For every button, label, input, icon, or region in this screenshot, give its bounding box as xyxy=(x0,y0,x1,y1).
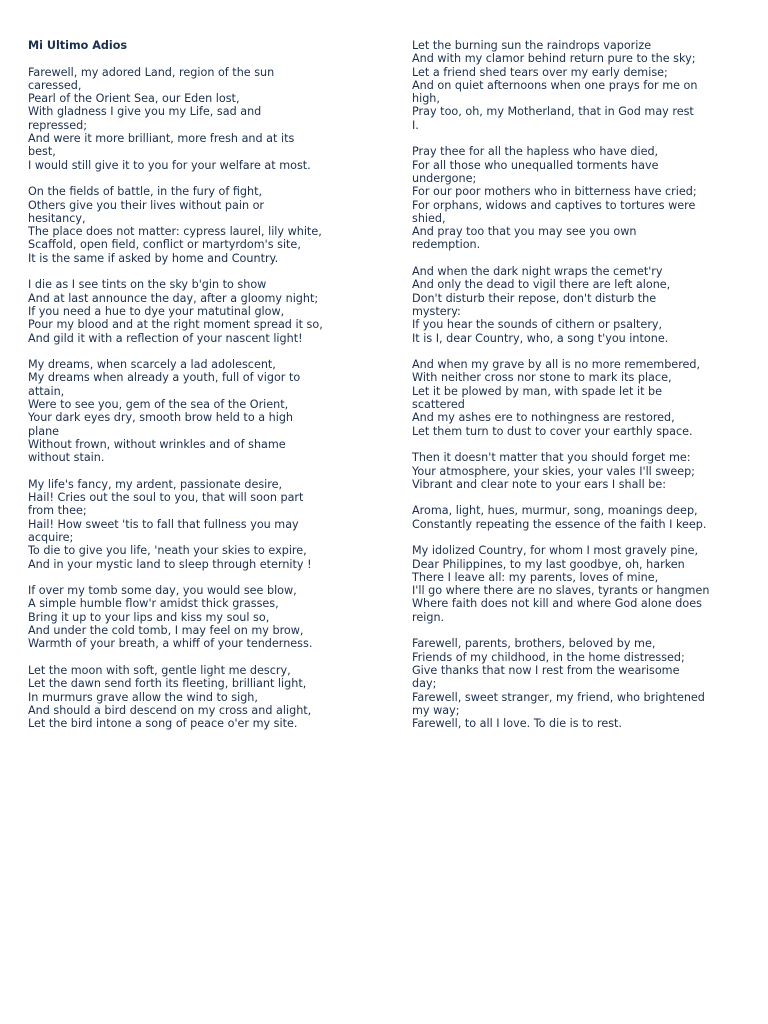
poem-line: To die to give you life, 'neath your skies to expire, xyxy=(28,544,307,558)
stanza xyxy=(28,66,380,172)
poem-title: Mi Ultimo Adios xyxy=(28,39,128,52)
right-column xyxy=(412,39,762,744)
poem-line: And gild it with a reflection of your nascent light! xyxy=(28,331,303,345)
left-stanza-list xyxy=(28,66,380,731)
poem-line: Without frown, without wrinkles and of shame xyxy=(28,437,286,451)
poem-line: And should a bird descend on my cross and alight, xyxy=(28,703,312,717)
poem-line: Pour my blood and at the right moment spread it so, xyxy=(28,318,323,332)
poem-line: In murmurs grave allow the wind to sigh, xyxy=(28,690,258,704)
poem-line: hesitancy, xyxy=(28,211,86,225)
poem-line: Were to see you, gem of the sea of the Orient, xyxy=(28,398,289,412)
poem-line: Don't disturb their repose, don't disturb the xyxy=(412,291,657,305)
poem-line: Warmth of your breath, a whiff of your tenderness. xyxy=(28,637,313,651)
stanza xyxy=(28,584,380,650)
poem-line: With gladness I give you my Life, sad and xyxy=(28,105,262,119)
poem-line: Give thanks that now I rest from the wearisome xyxy=(412,663,680,677)
poem-line: My dreams when already a youth, full of vigor to xyxy=(28,371,301,385)
poem-line: attain, xyxy=(28,384,65,398)
poem-line: It is I, dear Country, who, a song t'you intone. xyxy=(412,331,669,345)
stanza xyxy=(28,478,380,571)
stanza xyxy=(412,504,762,531)
poem-line: Pray too, oh, my Motherland, that in God may rest xyxy=(412,105,694,119)
stanza xyxy=(412,39,762,132)
stanza xyxy=(28,185,380,265)
poem-line: Farewell, parents, brothers, beloved by me, xyxy=(412,637,656,651)
poem-line: The place does not matter: cypress laurel, lily white, xyxy=(28,225,322,239)
stanza xyxy=(412,358,762,438)
poem-line: My idolized Country, for whom I most gravely pine, xyxy=(412,544,699,558)
poem-line: Pray thee for all the hapless who have died, xyxy=(412,145,659,159)
poem-line: Others give you their lives without pain or xyxy=(28,198,265,212)
poem-line: Let the moon with soft, gentle light me descry, xyxy=(28,663,291,677)
poem-line: On the fields of battle, in the fury of fight, xyxy=(28,185,263,199)
poem-line: plane xyxy=(28,424,60,438)
poem-line: A simple humble flow'r amidst thick grasses, xyxy=(28,597,279,611)
poem-line: And were it more brilliant, more fresh and at its xyxy=(28,132,295,146)
poem-line: Let the burning sun the raindrops vaporize xyxy=(412,39,652,52)
stanza xyxy=(412,544,762,624)
stanza xyxy=(28,278,380,344)
poem-line: I'll go where there are no slaves, tyrants or hangmen xyxy=(412,584,710,598)
right-stanza-list xyxy=(412,39,762,730)
poem-line: And my ashes ere to nothingness are restored, xyxy=(412,411,675,425)
poem-line: Constantly repeating the essence of the faith I keep. xyxy=(412,517,707,531)
poem-line: Friends of my childhood, in the home distressed; xyxy=(412,650,685,664)
poem-line: Farewell, sweet stranger, my friend, who brightened xyxy=(412,690,705,704)
stanza xyxy=(28,358,380,464)
poem-line: And on quiet afternoons when one prays for me on xyxy=(412,78,698,92)
poem-line: Your dark eyes dry, smooth brow held to a high xyxy=(28,411,294,425)
poem-line: And when the dark night wraps the cemet'ry xyxy=(412,265,663,279)
poem-line: I die as I see tints on the sky b'gin to show xyxy=(28,278,267,292)
poem-line: Let them turn to dust to cover your earthly space. xyxy=(412,424,693,438)
poem-line: reign. xyxy=(412,610,445,624)
stanza xyxy=(28,664,380,730)
poem-line: shied, xyxy=(412,211,446,225)
poem-line: It is the same if asked by home and Country. xyxy=(28,251,279,265)
poem-line: My dreams, when scarcely a lad adolescent, xyxy=(28,358,276,372)
poem-line: redemption. xyxy=(412,238,481,252)
poem-line: For our poor mothers who in bitterness have cried; xyxy=(412,185,697,199)
poem-line: And pray too that you may see you own xyxy=(412,225,637,239)
poem-line: And only the dead to vigil there are left alone, xyxy=(412,278,671,292)
poem-line: without stain. xyxy=(28,451,105,465)
poem-line: And at last announce the day, after a gloomy night; xyxy=(28,291,319,305)
poem-line: And under the cold tomb, I may feel on my brow, xyxy=(28,624,304,638)
poem-line: undergone; xyxy=(412,171,477,185)
poem-line: Aroma, light, hues, murmur, song, moanings deep, xyxy=(412,504,698,518)
poem-line: best, xyxy=(28,145,56,159)
poem-line: Vibrant and clear note to your ears I shall be: xyxy=(412,477,667,491)
poem-line: Where faith does not kill and where God alone does xyxy=(412,597,702,611)
poem-line: Let the bird intone a song of peace o'er my site. xyxy=(28,717,298,731)
poem-line: day; xyxy=(412,677,437,691)
poem-line: Hail! How sweet 'tis to fall that fullness you may xyxy=(28,517,299,531)
poem-line: There I leave all: my parents, loves of mine, xyxy=(412,570,659,584)
poem-line: from thee; xyxy=(28,504,87,518)
poem-line: my way; xyxy=(412,703,460,717)
poem-line: Hail! Cries out the soul to you, that will soon part xyxy=(28,491,304,505)
poem-line: Let the dawn send forth its fleeting, brilliant light, xyxy=(28,677,307,691)
poem-line: My life's fancy, my ardent, passionate desire, xyxy=(28,477,283,491)
poem-line: acquire; xyxy=(28,530,74,544)
poem-line: mystery: xyxy=(412,304,461,318)
poem-line: Scaffold, open field, conflict or martyrdom's site, xyxy=(28,238,301,252)
poem-line: Let a friend shed tears over my early demise; xyxy=(412,65,668,79)
poem-line: Then it doesn't matter that you should forget me: xyxy=(412,451,691,465)
poem-line: And in your mystic land to sleep through eternity ! xyxy=(28,557,312,571)
stanza xyxy=(412,265,762,345)
poem-line: For orphans, widows and captives to tortures were xyxy=(412,198,696,212)
poem-line: And when my grave by all is no more remembered, xyxy=(412,358,701,372)
poem-line: And with my clamor behind return pure to the sky; xyxy=(412,52,696,66)
poem-line: Pearl of the Orient Sea, our Eden lost, xyxy=(28,92,240,106)
stanza xyxy=(412,451,762,491)
poem-line: I. xyxy=(412,118,419,132)
poem-line: repressed; xyxy=(28,118,87,132)
poem-line: If you hear the sounds of cithern or psaltery, xyxy=(412,318,663,332)
poem-line: Your atmosphere, your skies, your vales I'll sweep; xyxy=(412,464,695,478)
poem-line: If over my tomb some day, you would see blow, xyxy=(28,584,297,598)
poem-line: Dear Philippines, to my last goodbye, oh, harken xyxy=(412,557,685,571)
poem-line: caressed, xyxy=(28,78,82,92)
poem-line: Farewell, to all I love. To die is to rest. xyxy=(412,717,622,731)
poem-line: For all those who unequalled torments have xyxy=(412,158,659,172)
poem-line: Let it be plowed by man, with spade let it be xyxy=(412,384,663,398)
poem-line: With neither cross nor stone to mark its place, xyxy=(412,371,672,385)
stanza xyxy=(412,145,762,251)
poem-line: high, xyxy=(412,92,440,106)
poem-line: I would still give it to you for your welfare at most. xyxy=(28,158,311,172)
poem-line: If you need a hue to dye your matutinal glow, xyxy=(28,304,285,318)
stanza xyxy=(412,637,762,730)
poem-line: Farewell, my adored Land, region of the sun xyxy=(28,65,275,79)
poem-line: scattered xyxy=(412,398,465,412)
poem-line: Bring it up to your lips and kiss my soul so, xyxy=(28,610,270,624)
left-column xyxy=(28,39,380,744)
